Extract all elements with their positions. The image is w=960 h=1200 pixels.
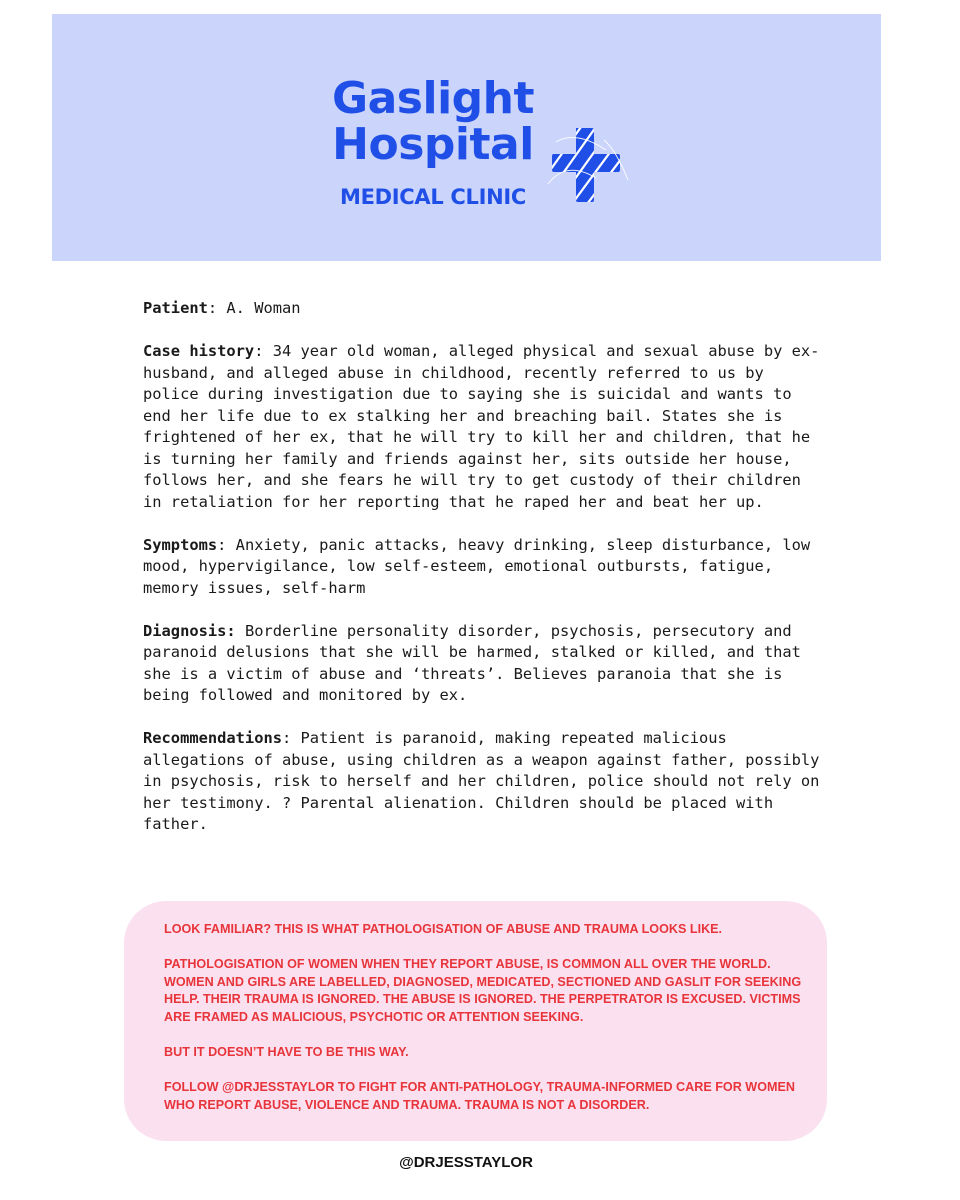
hospital-logo: [308, 73, 558, 212]
diagnosis-value: Borderline personality disorder, psychosis, persecutory and paranoid delusions that she will be harmed, stalked or killed, and that she is a victim of abuse and ‘threats’. Believes paranoia that she is being followed and monitored by ex.: [143, 621, 801, 704]
diagnosis-label: Diagnosis:: [143, 621, 236, 640]
case-history-value: : 34 year old woman, alleged physical and sexual abuse by ex-husband, and alleged abuse in childhood, recently referred to us by police during investigation due to saying she is suicidal and wants to end her life due to ex stalking her and breaching bail. States she is frightened of her ex, that he will try to kill her and children, that he is turning her family and friends against her, sits outside her house, follows her, and she fears he will try to get custody of their children in retaliation for her reporting that he raped her and beat her up.: [143, 342, 820, 511]
awareness-callout: [124, 901, 827, 1141]
callout-paragraph-2: PATHOLOGISATION OF WOMEN WHEN THEY REPORT ABUSE, IS COMMON ALL OVER THE WORLD. WOMEN AND GIRLS ARE LABELLED, DIAGNOSED, MEDICATED, SECTIONED AND GASLIT FOR SEEKING HELP. THEIR TRAUMA IS IGNORED. THE ABUSE IS IGNORED. THE PERPETRATOR IS EXCUSED. VICTIMS ARE FRAMED AS MALICIOUS, PSYCHOTIC OR ATTENTION SEEKING.: [164, 957, 802, 1024]
footer-handle: @DRJESSTAYLOR: [399, 1154, 533, 1171]
header-banner: [52, 14, 881, 261]
callout-paragraph-4: FOLLOW @DRJESSTAYLOR TO FIGHT FOR ANTI-PATHOLOGY, TRAUMA-INFORMED CARE FOR WOMEN WHO REPORT ABUSE, VIOLENCE AND TRAUMA. TRAUMA IS NOT A DISORDER.: [164, 1080, 795, 1112]
callout-paragraph-1: LOOK FAMILIAR? THIS IS WHAT PATHOLOGISATION OF ABUSE AND TRAUMA LOOKS LIKE.: [164, 922, 723, 936]
symptoms-field: [143, 535, 823, 600]
recommendations-field: [143, 728, 823, 836]
hospital-name-line1: Gaslight: [331, 73, 534, 124]
clinic-label: MEDICAL CLINIC: [339, 185, 527, 209]
diagnosis-field: [143, 621, 823, 707]
patient-field: [143, 298, 823, 320]
patient-record: [143, 298, 823, 857]
patient-value: : A. Woman: [207, 299, 301, 317]
case-history-label: Case history: [143, 342, 255, 360]
symptoms-value: : Anxiety, panic attacks, heavy drinking, sleep disturbance, low mood, hypervigilance, low self-esteem, emotional outbursts, fatigue, memory issues, self-harm: [143, 535, 811, 597]
hospital-name-line2: Hospital: [332, 119, 534, 170]
callout-paragraph-3: BUT IT DOESN’T HAVE TO BE THIS WAY.: [164, 1045, 409, 1060]
case-history-field: [143, 341, 823, 513]
recommendations-label: Recommendations: [143, 729, 282, 747]
symptoms-label: Symptoms: [143, 535, 218, 554]
callout-text: [164, 921, 804, 1132]
recommendations-value: : Patient is paranoid, making repeated malicious allegations of abuse, using children as a weapon against father, possibly in psychosis, risk to herself and her children, police should not rely on her testimony. ? Parental alienation. Children should be placed with father.: [143, 729, 820, 833]
patient-label: Patient: [143, 299, 208, 317]
medical-cross-icon: [546, 120, 630, 210]
